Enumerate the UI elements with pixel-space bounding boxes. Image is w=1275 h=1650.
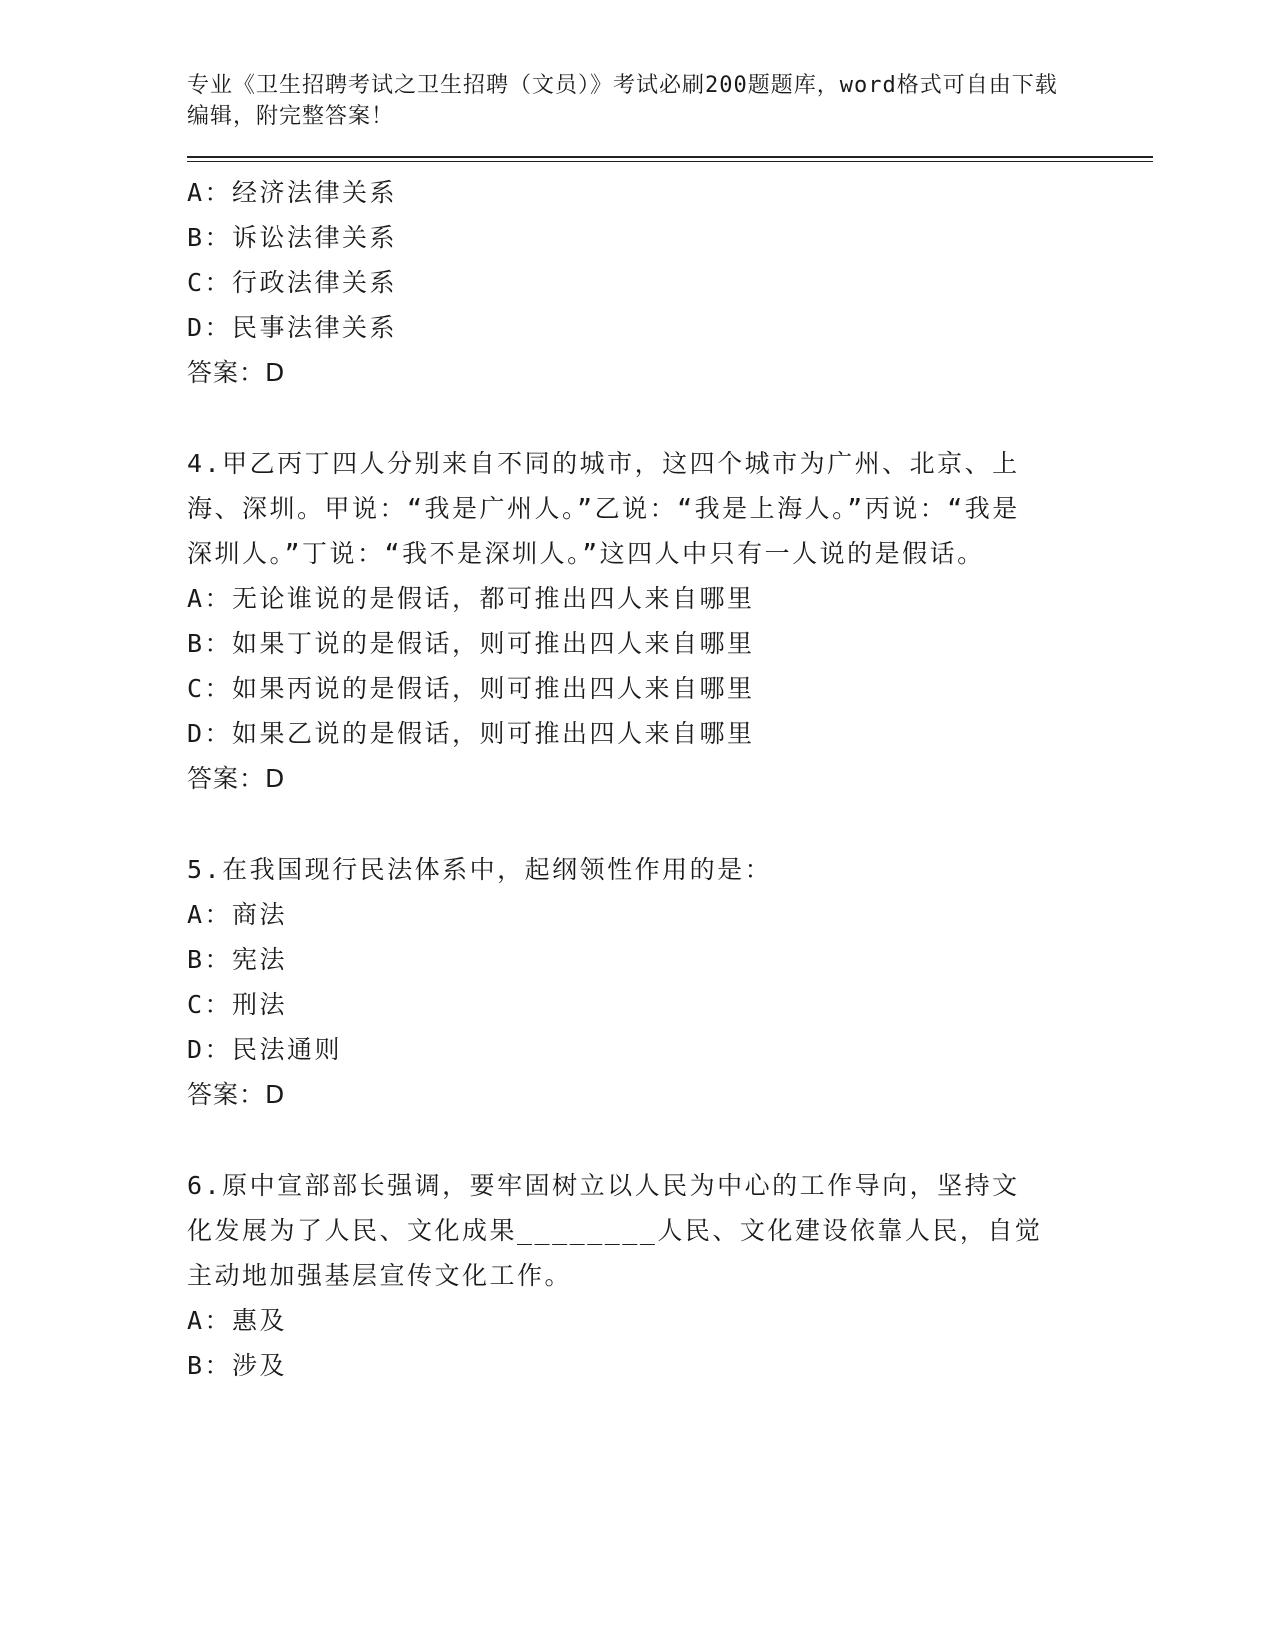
- answer: 答案：D: [187, 358, 286, 387]
- header-divider: [187, 156, 1153, 162]
- document-page: [187, 70, 1087, 1388]
- option-a: A：无论谁说的是假话，都可推出四人来自哪里: [187, 584, 755, 613]
- option-a: A：商法: [187, 900, 288, 929]
- question-5: [187, 847, 1087, 1118]
- question-6: [187, 1163, 1087, 1388]
- question-stem: 5.在我国现行民法体系中，起纲领性作用的是：: [187, 855, 773, 884]
- option-a: A：经济法律关系: [187, 178, 398, 207]
- question-stem: 6.原中宣部部长强调，要牢固树立以人民为中心的工作导向，坚持文化发展为了人民、文化成果________人民、文化建设依靠人民，自觉主动地加强基层宣传文化工作。: [187, 1171, 1043, 1290]
- option-c: C：如果丙说的是假话，则可推出四人来自哪里: [187, 674, 755, 703]
- spacer: [187, 396, 1087, 441]
- option-d: D：民事法律关系: [187, 313, 398, 342]
- option-b: B：宪法: [187, 945, 288, 974]
- option-c: C：行政法律关系: [187, 268, 398, 297]
- option-d: D：民法通则: [187, 1035, 343, 1064]
- question-stem: 4.甲乙丙丁四人分别来自不同的城市，这四个城市为广州、北京、上海、深圳。甲说：“我是广州人。”乙说：“我是上海人。”丙说：“我是深圳人。”丁说：“我不是深圳人。”这四人中只有一人说的是假话。: [187, 449, 1020, 568]
- option-b: B：涉及: [187, 1351, 288, 1380]
- option-a: A：惠及: [187, 1306, 288, 1335]
- question-3-continued: [187, 170, 1087, 396]
- option-d: D：如果乙说的是假话，则可推出四人来自哪里: [187, 719, 755, 748]
- answer: 答案：D: [187, 1080, 286, 1109]
- option-c: C：刑法: [187, 990, 288, 1019]
- option-b: B：诉讼法律关系: [187, 223, 398, 252]
- answer: 答案：D: [187, 764, 286, 793]
- document-body: [187, 170, 1087, 1388]
- spacer: [187, 802, 1087, 847]
- spacer: [187, 1118, 1087, 1163]
- question-4: [187, 441, 1087, 802]
- option-b: B：如果丁说的是假话，则可推出四人来自哪里: [187, 629, 755, 658]
- document-title: 专业《卫生招聘考试之卫生招聘（文员）》考试必刷200题题库，word格式可自由下载编辑，附完整答案！: [187, 73, 1058, 129]
